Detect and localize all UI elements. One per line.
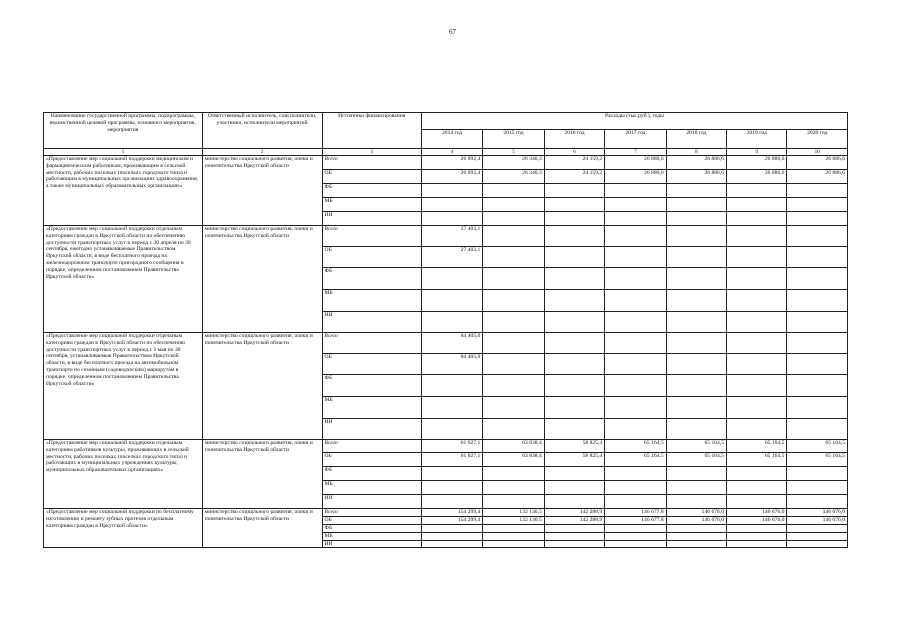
program-name-cell: «Предоставление мер социальной поддержки отдельным категориям граждан в Иркутской области по обеспечению доступности транспортных услуг в период с 1 мая по 30 сентября, устанавливаемые Правительством Иркутской области, в виде бесплатного проезда на автомобильном транспорте по сезонным (садоводческим) маршрутам в порядке, определенном постановлением Правительства Иркутской области» [44,333,203,440]
expense-value-cell [544,290,604,312]
expense-value-cell [483,247,544,268]
expense-value-cell [605,540,666,548]
expense-value-cell: 61 027,1 [421,453,482,467]
expense-value-cell [666,375,726,397]
expense-value-cell: 146 676,0 [787,509,848,517]
funding-source-cell: ОБ [322,247,421,268]
expense-value-cell: 24 159,2 [544,156,604,170]
program-name-cell: «Предоставление мер социальной поддержки по бесплатному изготовлению и ремонту зубных протезов отдельным категориям граждан в Иркутской области» [44,509,203,548]
expense-value-cell: 63 838,4 [483,440,544,453]
expense-value-cell [666,268,726,290]
expense-value-cell [727,184,787,198]
expense-value-cell: 132 130,5 [483,509,544,517]
expense-value-cell: 154 299,4 [421,509,482,517]
expense-value-cell [421,212,482,226]
column-number: 7 [605,149,666,156]
expense-value-cell [727,198,787,212]
expense-value-cell [421,481,482,495]
expense-value-cell [605,397,666,419]
table-row [44,333,848,354]
funding-source-cell: ИИ [322,312,421,333]
expense-value-cell [483,198,544,212]
expense-value-cell [666,198,726,212]
responsible-cell: министерство социального развития, опеки и попечительства Иркутской области [202,156,322,226]
expense-value-cell [787,525,848,533]
expense-value-cell [727,290,787,312]
expense-value-cell [727,495,787,509]
expense-value-cell [727,312,787,333]
expense-value-cell [666,212,726,226]
funding-source-cell: МБ [322,397,421,419]
funding-source-cell: ФБ [322,268,421,290]
expense-value-cell: 146 676,0 [787,517,848,525]
expense-value-cell: 146 677,8 [605,509,666,517]
funding-source-cell: ОБ [322,453,421,467]
expense-value-cell: 58 825,4 [544,440,604,453]
expense-value-cell [787,397,848,419]
expense-value-cell: 65 164,5 [666,440,726,453]
expense-value-cell: 146 676,0 [727,517,787,525]
expense-value-cell [421,312,482,333]
expense-value-cell [605,268,666,290]
header-year: 2016 год [544,130,604,149]
expense-value-cell: 26 892,4 [421,156,482,170]
expense-value-cell [666,333,726,354]
expense-value-cell [787,467,848,481]
funding-source-cell: Всего [322,156,421,170]
expense-value-cell [787,212,848,226]
budget-table [43,112,848,548]
expense-value-cell [787,540,848,548]
expense-value-cell: 65 164,5 [727,453,787,467]
table-row [44,226,848,247]
funding-source-cell: Всего [322,226,421,247]
expense-value-cell [605,290,666,312]
expense-value-cell: 65 164,5 [787,440,848,453]
expense-value-cell [544,226,604,247]
expense-value-cell [605,419,666,440]
expense-value-cell: 26 340,3 [483,156,544,170]
header-expenses: Расходы (тыс.руб.), годы [421,113,847,130]
expense-value-cell [666,540,726,548]
expense-value-cell [483,467,544,481]
expense-value-cell: 63 838,4 [483,453,544,467]
responsible-cell: министерство социального развития, опеки и попечительства Иркутской области [202,509,322,548]
expense-value-cell [787,184,848,198]
expense-value-cell [483,212,544,226]
table-row [44,509,848,517]
expense-value-cell [787,290,848,312]
expense-value-cell: 65 164,5 [727,440,787,453]
expense-value-cell [727,375,787,397]
expense-value-cell [421,268,482,290]
column-number: 9 [727,149,787,156]
expense-value-cell [605,212,666,226]
expense-value-cell [421,198,482,212]
expense-value-cell [483,495,544,509]
expense-value-cell [727,226,787,247]
expense-value-cell [605,354,666,375]
header-program: Наименование государственной программы, подпрограммы, ведомственной целевой программы, основного мероприятия, мероприятия [44,113,203,149]
expense-value-cell: 26 886,6 [787,170,848,184]
responsible-cell: министерство социального развития, опеки и попечительства Иркутской области [202,333,322,440]
program-name-cell: «Предоставление мер социальной поддержки отдельным категориям граждан в Иркутской области по обеспечению доступности транспортных услуг в период с 30 апреля по 30 сентября, ежегодно устанавливаемые Правительством Иркутской области, в виде бесплатного проезда на железнодорожном транспорте пригородного сообщения в порядке, определенном постановлением Правительства Иркутской области» [44,226,203,333]
column-number: 1 [44,149,203,156]
expense-value-cell [483,481,544,495]
column-number: 8 [666,149,726,156]
expense-value-cell: 142 288,9 [544,517,604,525]
table-row [44,156,848,170]
expense-value-cell: 27 403,1 [421,226,482,247]
program-name-cell: «Предоставление мер социальной поддержки медицинским и фармацевтическим работникам, проживающим в сельской местности, рабочих поселках (поселках городского типа) и работающим в муниципальных организациях здравоохранения, а также муниципальных образовательных организациях» [44,156,203,226]
expense-value-cell [483,312,544,333]
expense-value-cell [544,495,604,509]
expense-value-cell: 154 299,4 [421,517,482,525]
expense-value-cell [727,212,787,226]
expense-value-cell: 146 676,0 [666,509,726,517]
expense-value-cell [421,290,482,312]
expense-value-cell [483,540,544,548]
expense-value-cell [605,375,666,397]
expense-value-cell: 26 892,4 [421,170,482,184]
expense-value-cell [483,375,544,397]
expense-value-cell: 26 886,6 [605,170,666,184]
expense-value-cell [483,333,544,354]
header-source: Источники финансирования [322,113,421,149]
expense-value-cell [421,419,482,440]
expense-value-cell [544,397,604,419]
funding-source-cell: ИИ [322,212,421,226]
responsible-cell: министерство социального развития, опеки и попечительства Иркутской области [202,226,322,333]
expense-value-cell [727,525,787,533]
expense-value-cell [787,268,848,290]
expense-value-cell: 26 886,6 [787,156,848,170]
expense-value-cell [544,212,604,226]
expense-value-cell [727,540,787,548]
expense-value-cell [544,333,604,354]
funding-source-cell: Всего [322,333,421,354]
expense-value-cell [605,333,666,354]
expense-value-cell [421,184,482,198]
funding-source-cell: ИИ [322,495,421,509]
expense-value-cell [421,532,482,540]
expense-value-cell [666,290,726,312]
expense-value-cell [727,481,787,495]
program-name-cell: «Предоставление мер социальной поддержки отдельным категориям работников культуры, проживающих в сельской местности, рабочих поселках (поселках городского типа) и работающих в муниципальных учреждениях культуры, муниципальных образовательных организациях» [44,440,203,509]
expense-value-cell [787,226,848,247]
funding-source-cell: ФБ [322,184,421,198]
expense-value-cell [787,247,848,268]
expense-value-cell [544,540,604,548]
column-number: 6 [544,149,604,156]
expense-value-cell [727,268,787,290]
expense-value-cell [605,226,666,247]
expense-value-cell [787,375,848,397]
expense-value-cell [666,419,726,440]
expense-value-cell [605,312,666,333]
expense-value-cell [483,290,544,312]
expense-value-cell [483,532,544,540]
expense-value-cell [787,312,848,333]
expense-value-cell [544,481,604,495]
expense-value-cell [605,467,666,481]
expense-value-cell: 26 886,6 [666,156,726,170]
expense-value-cell: 26 886,6 [727,156,787,170]
expense-value-cell [544,312,604,333]
expense-value-cell: 26 886,6 [605,156,666,170]
expense-value-cell [727,354,787,375]
budget-table-body [44,156,848,548]
header-year: 2020 год [787,130,848,149]
expense-value-cell [666,481,726,495]
funding-source-cell: ОБ [322,170,421,184]
expense-value-cell [787,354,848,375]
column-number: 3 [322,149,421,156]
expense-value-cell: 146 676,0 [666,517,726,525]
expense-value-cell [666,354,726,375]
expense-value-cell [544,467,604,481]
expense-value-cell [605,495,666,509]
expense-value-cell [605,184,666,198]
column-number: 10 [787,149,848,156]
expense-value-cell [544,184,604,198]
expense-value-cell [727,467,787,481]
header-year: 2018 год [666,130,726,149]
funding-source-cell: ИИ [322,540,421,548]
expense-value-cell [421,540,482,548]
funding-source-cell: МБ [322,290,421,312]
expense-value-cell [666,312,726,333]
expense-value-cell [666,532,726,540]
expense-value-cell [421,375,482,397]
expense-value-cell [727,419,787,440]
expense-value-cell [666,226,726,247]
expense-value-cell: 26 886,6 [727,170,787,184]
expense-value-cell [787,532,848,540]
expense-value-cell: 24 159,2 [544,170,604,184]
expense-value-cell [787,481,848,495]
expense-value-cell [544,532,604,540]
expense-value-cell [483,525,544,533]
funding-source-cell: ФБ [322,467,421,481]
expense-value-cell [544,354,604,375]
expense-value-cell [421,495,482,509]
expense-value-cell [666,397,726,419]
expense-value-cell [483,226,544,247]
expense-value-cell [605,525,666,533]
funding-source-cell: ФБ [322,525,421,533]
expense-value-cell: 146 676,0 [727,509,787,517]
expense-value-cell [666,247,726,268]
expense-value-cell: 146 677,8 [605,517,666,525]
expense-value-cell [666,525,726,533]
column-number: 5 [483,149,544,156]
expense-value-cell: 26 886,6 [666,170,726,184]
funding-source-cell: ИИ [322,419,421,440]
expense-value-cell [544,198,604,212]
expense-value-cell: 65 164,5 [605,453,666,467]
expense-value-cell: 58 825,4 [544,453,604,467]
expense-value-cell [787,198,848,212]
column-number: 4 [421,149,482,156]
expense-value-cell: 26 340,3 [483,170,544,184]
funding-source-cell: МБ [322,481,421,495]
expense-value-cell [605,481,666,495]
header-year: 2017 год [605,130,666,149]
expense-value-cell [544,247,604,268]
funding-source-cell: ОБ [322,354,421,375]
expense-value-cell: 84 405,0 [421,333,482,354]
expense-value-cell [483,397,544,419]
expense-value-cell [421,467,482,481]
expense-value-cell: 65 164,5 [666,453,726,467]
expense-value-cell [483,268,544,290]
expense-value-cell [787,333,848,354]
expense-value-cell [727,397,787,419]
expense-value-cell [421,525,482,533]
expense-value-cell [483,184,544,198]
funding-source-cell: ОБ [322,517,421,525]
expense-value-cell: 27 403,1 [421,247,482,268]
expense-value-cell [727,333,787,354]
header-year: 2014 год [421,130,482,149]
expense-value-cell: 65 164,5 [787,453,848,467]
expense-value-cell [787,419,848,440]
header-responsible: Ответственный исполнитель, соисполнители, участники, исполнители мероприятий [202,113,322,149]
page-number: 67 [449,28,456,36]
expense-value-cell [787,495,848,509]
expense-value-cell [544,525,604,533]
expense-value-cell [605,532,666,540]
funding-source-cell: МБ [322,532,421,540]
funding-source-cell: МБ [322,198,421,212]
expense-value-cell: 142 288,9 [544,509,604,517]
funding-source-cell: Всего [322,440,421,453]
expense-value-cell [544,375,604,397]
header-year: 2015 год [483,130,544,149]
column-number: 2 [202,149,322,156]
expense-value-cell [666,184,726,198]
funding-source-cell: Всего [322,509,421,517]
expense-value-cell [544,419,604,440]
expense-value-cell [666,495,726,509]
expense-value-cell: 84 405,0 [421,354,482,375]
expense-value-cell [605,198,666,212]
table-row [44,440,848,453]
expense-value-cell [483,419,544,440]
expense-value-cell [666,467,726,481]
expense-value-cell [727,247,787,268]
expense-value-cell [727,532,787,540]
expense-value-cell [605,247,666,268]
expense-value-cell [421,397,482,419]
responsible-cell: министерство социального развития, опеки и попечительства Иркутской области [202,440,322,509]
expense-value-cell [544,268,604,290]
expense-value-cell [483,354,544,375]
expense-value-cell: 132 130,5 [483,517,544,525]
header-year: 2019 год [727,130,787,149]
expense-value-cell: 61 027,1 [421,440,482,453]
funding-source-cell: ФБ [322,375,421,397]
expense-value-cell: 65 164,5 [605,440,666,453]
